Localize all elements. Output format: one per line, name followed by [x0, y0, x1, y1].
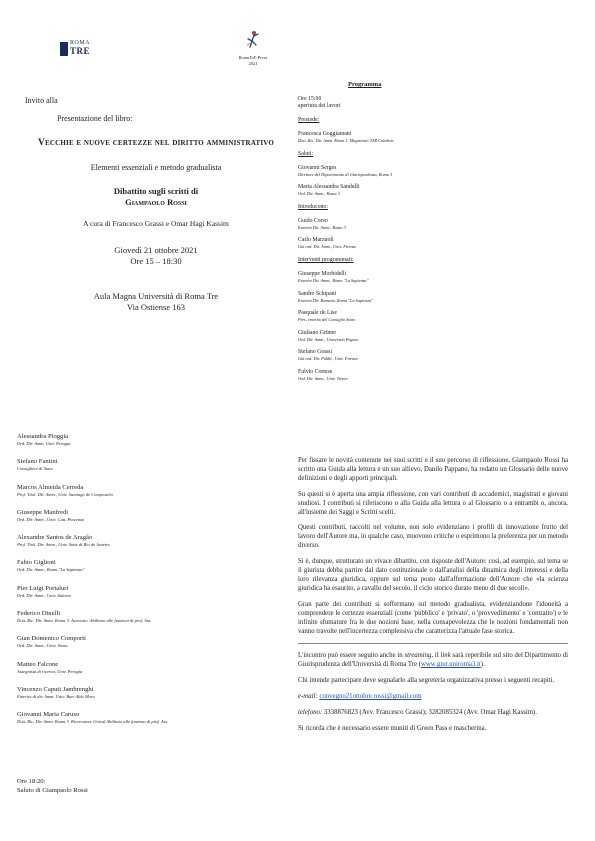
- venue-address: Via Ostiense 163: [126, 302, 186, 312]
- streaming-info: [298, 652, 568, 670]
- saluti-list: [298, 165, 568, 197]
- streaming-text-d: ).: [480, 661, 485, 669]
- logo-mark: [60, 42, 68, 56]
- opening-time: Ore 15:00: [298, 96, 322, 102]
- participant-role: Ord. Dir. Amm., Univ. Siena: [17, 643, 68, 649]
- participant-role: Ord. Dir. Amm., Univ. Catt. Piacenza: [17, 516, 85, 522]
- link-em: link: [440, 652, 451, 660]
- editors: A cura di Francesco Grassi e Omar Hagi Kassim: [83, 219, 229, 228]
- participant-role: Ord. Dir. Amm., Roma "La Sapienza": [17, 567, 85, 573]
- event-venue: [25, 291, 287, 313]
- participant: [17, 534, 287, 548]
- closing-time: Ore 18:20:: [17, 778, 46, 785]
- saluti-person-role: Direttore del Dipartimento di Giurisprudenza, Roma 3: [298, 171, 393, 177]
- participant-role: Assegnista di ricerca, Univ. Perugia: [17, 668, 83, 674]
- participant-name: Pier Luigi Portaluri: [17, 584, 69, 592]
- saluti-person-name: Maria Alessandra Sandulli: [298, 184, 360, 191]
- participant-role: Prof. Titol. Dir. Amm., Univ. Santiago de Compostela: [17, 491, 113, 497]
- speaker-role: Emerito Dir. Amm., Roma "La Sapienza": [298, 277, 369, 283]
- closing: [17, 777, 88, 795]
- participant: [17, 484, 287, 498]
- participant-name: Alexandre Santos de Aragão: [17, 534, 93, 542]
- participant-role: Consigliere di Stato: [17, 466, 53, 472]
- speaker-name: Giuseppe Morbidelli: [298, 270, 347, 277]
- participant-name: Vincenzo Caputi Jambrenghi: [17, 685, 94, 693]
- speaker: [298, 369, 568, 382]
- greenpass-notice: Si ricorda che è necessario essere muniti di Green Pass e mascherina.: [298, 724, 487, 732]
- speaker-role: Ord. Dir. Amm., Università Pegaso: [298, 336, 359, 342]
- email-label: e-mail:: [298, 693, 318, 701]
- intro-person-name: Carlo Marzuoli: [298, 237, 334, 244]
- phone-line: [298, 709, 568, 718]
- participant-name: Gian Domenico Comporti: [17, 635, 86, 643]
- intro-person-name: Guido Corso: [298, 217, 328, 224]
- website-link[interactable]: www.giur.uniroma3.it: [420, 661, 481, 669]
- participant: [17, 433, 287, 447]
- paragraph-3: Questi contributi, raccolti nel volume, non solo evidenziano i profili di innovazione frutto del lavoro dell'Autore ma, in qualche caso, muovono critiche o esprimono la preferenza per un metodo diverso.: [298, 524, 568, 550]
- participant: [17, 711, 287, 725]
- intro-heading: Introducono:: [298, 203, 328, 210]
- divider: [298, 643, 568, 644]
- venue-name: Aula Magna Università di Roma Tre: [93, 291, 219, 301]
- debate-heading: [25, 186, 287, 208]
- event-date: [25, 245, 287, 267]
- intro-person: [298, 218, 568, 231]
- speaker: [298, 291, 568, 304]
- participant-role: Dott. Ric. Dir. Amm. Roma 3. Ricercatore Unical Abilitato alle funzioni di prof. Ass.: [17, 719, 169, 725]
- presiede-heading: Presiede:: [298, 117, 320, 123]
- description: [298, 457, 568, 741]
- participant-role: Dott. Ric. Dir. Amm. Roma 3. Avvocato. Abilitato alle funzioni di prof. Ass.: [17, 618, 152, 624]
- event-time: Ore 15 – 18:30: [130, 256, 182, 266]
- phone-numbers: 3338876823 (Avv. Francesco Grassi); 3282085324 (Avv. Omar Hagi Kassim).: [323, 709, 537, 717]
- intro-person-role: Già ord. Dir. Amm., Univ. Firenze: [298, 244, 357, 250]
- saluti-person-name: Giovanni Serges: [298, 164, 337, 171]
- interventi-heading: Interventi programmati:: [298, 256, 354, 263]
- intro-person-role: Emerito Dir. Amm., Roma 3: [298, 224, 346, 230]
- participant-name: Federico Dinelli: [17, 610, 61, 618]
- paragraph-2: Su questi si è aperta una ampia riflessione, con vari contributi di accademici, magistrati e giovani studiosi. I contributi si riferiscono o alla Guida alla lettura o al Glossario o a entrambi o, ancora, all'insieme dei Saggi e Scritti scelti.: [298, 490, 568, 516]
- participant-name: Stefano Fantini: [17, 458, 58, 466]
- phone-label: telefono:: [298, 709, 323, 717]
- presentation-label: Presentazione del libro:: [57, 114, 133, 123]
- participant: [17, 585, 287, 599]
- speaker: [298, 330, 568, 343]
- saluti-person: [298, 184, 568, 197]
- debate-author: Giampaolo Rossi: [125, 197, 187, 207]
- saluti-heading: Saluti:: [298, 150, 314, 157]
- participant-role: Prof. Titol. Dir. Amm., Univ. State di Rio de Janeiro: [17, 542, 110, 548]
- participants-list: [17, 433, 287, 737]
- streaming-em: streaming: [404, 652, 432, 660]
- intro-person: [298, 237, 568, 250]
- closing-label: Saluto di Giampaolo Rossi: [17, 787, 88, 794]
- speaker-role: Ord. Dir. Amm., Univ. Trento: [298, 375, 348, 381]
- participant: [17, 610, 287, 624]
- email-line: [298, 693, 568, 702]
- roma-tre-logo: [60, 40, 92, 62]
- saluti-person-role: Ord. Dir. Amm., Roma 3: [298, 191, 340, 197]
- speaker-name: Giuliano Grüner: [298, 329, 337, 336]
- speaker-name: Sandro Schipani: [298, 290, 337, 297]
- press-year: 2021: [248, 61, 258, 66]
- participant-name: Giuseppe Manfredi: [17, 508, 69, 516]
- paragraph-1: Per fissare le novità contenute nei suoi scritti e il suo percorso di riflessione, Giampaolo Rossi ha scritto una Guida alla lettura e un suo allievo, Danilo Pappano, ha redatto un Glossario delle nuove definizioni e degli apporti principali.: [298, 457, 568, 482]
- logo-tre-text: TRE: [70, 46, 91, 56]
- presiede-list: [298, 131, 568, 144]
- programma: [298, 96, 568, 389]
- event-day: Giovedì 21 ottobre 2021: [114, 245, 198, 255]
- participant: [17, 458, 287, 472]
- participant-name: Marcos Almeida Cerreda: [17, 483, 84, 491]
- participant: [17, 509, 287, 523]
- book-subtitle: Elementi essenziali e metodo gradualista: [90, 163, 222, 172]
- speaker-role: Pres. emerito del Consiglio Stato: [298, 317, 356, 323]
- participate-info: Chi intende partecipare deve segnalarlo alla segreteria organizzativa presso i seguenti recapiti.: [298, 677, 555, 685]
- speaker: [298, 271, 568, 284]
- speaker-role: Emerito Dir. Romano, Roma "La Sapienza": [298, 297, 373, 303]
- presiede-person-role: Dott. Ric. Dir. Amm. Roma 3, Magistrato TAR Calabria: [298, 138, 394, 143]
- paragraph-4: Si è, dunque, strutturato un vivace dibattito, con risposte dell'Autore: così, ad esempio, sul tema se il giurista debba partire dal dato costituzionale o dall'analisi della dinamica degli interessi e della loro rilevanza giuridica, oppure sul tema posto dall'affermazione dell'Autore che «la scienza giuridica ha esaurito, a cavallo del secolo, il ciclo storico durato meno di due secoli».: [298, 558, 568, 592]
- speaker: [298, 349, 568, 362]
- intro-list: [298, 218, 568, 250]
- press-name: RomaTrE-Press: [238, 55, 268, 60]
- participant-name: Giovanni Maria Caruso: [17, 711, 80, 719]
- participant-name: Matteo Falcone: [17, 660, 59, 668]
- paragraph-5: Gran parte dei contributi si soffermano sul metodo gradualista, evidenziandone l'idoneità a comprendere le certezze essenziali (come 'pubblico' e 'privato', o 'provvedimento' e 'contratto') e le infinite sfumature fra le due nozioni base, nella consapevolezza che le nozioni fondamentali non vanno travolte nell'incertezza complessiva che caratterizza l'attuale fase storica.: [298, 600, 568, 635]
- presiede-person: [298, 131, 568, 144]
- programma-title: Programma: [348, 81, 382, 88]
- speaker: [298, 310, 568, 323]
- speaker-name: Fulvio Cortese: [298, 368, 333, 375]
- speaker-role: Già ord. Dir. Pubbl., Univ. Firenze: [298, 356, 358, 362]
- participant: [17, 661, 287, 675]
- participant-role: Emerito di dir. Amm. Univ. Bari Aldo Moro: [17, 693, 95, 699]
- opening-label: apertura dei lavori: [298, 103, 341, 109]
- interventi-list: [298, 271, 568, 382]
- participant-role: Ord. Dir. Amm. Unit. Perugia: [17, 441, 71, 446]
- participant: [17, 559, 287, 573]
- press-figure-icon: [244, 30, 262, 50]
- saluti-person: [298, 165, 568, 178]
- streaming-text-c: sarà reperibile sul sito del Dipartimento di Giurisprudenza dell'Università di Roma Tre (: [298, 652, 568, 669]
- debate-label: Dibattito sugli scritti di: [113, 186, 199, 196]
- speaker-name: Pasquale de Lise: [298, 310, 337, 317]
- participant: [17, 686, 287, 700]
- book-title: Vecchie e nuove certezze nel diritto amministrativo: [37, 138, 275, 148]
- streaming-text-a: L'incontro può essere seguito anche in: [298, 652, 405, 660]
- participant-role: Ord. Dir. Amm., Univ. Salento: [17, 592, 72, 598]
- participant-name: Fabio Giglioni: [17, 559, 56, 567]
- logo-roma-text: ROMA: [70, 40, 91, 46]
- speaker-name: Stefano Grassi: [298, 349, 332, 356]
- participant-name: Alessandra Pioggia: [17, 433, 69, 440]
- roma-tre-press-logo: [229, 30, 277, 66]
- streaming-text-b: , il: [431, 652, 441, 660]
- presiede-person-name: Francesca Goggiamani: [298, 131, 352, 137]
- participant: [17, 635, 287, 649]
- email-link[interactable]: convegno21ottobre.rossi@gmail.com: [319, 693, 422, 701]
- invite-label: Invito alla: [25, 96, 58, 105]
